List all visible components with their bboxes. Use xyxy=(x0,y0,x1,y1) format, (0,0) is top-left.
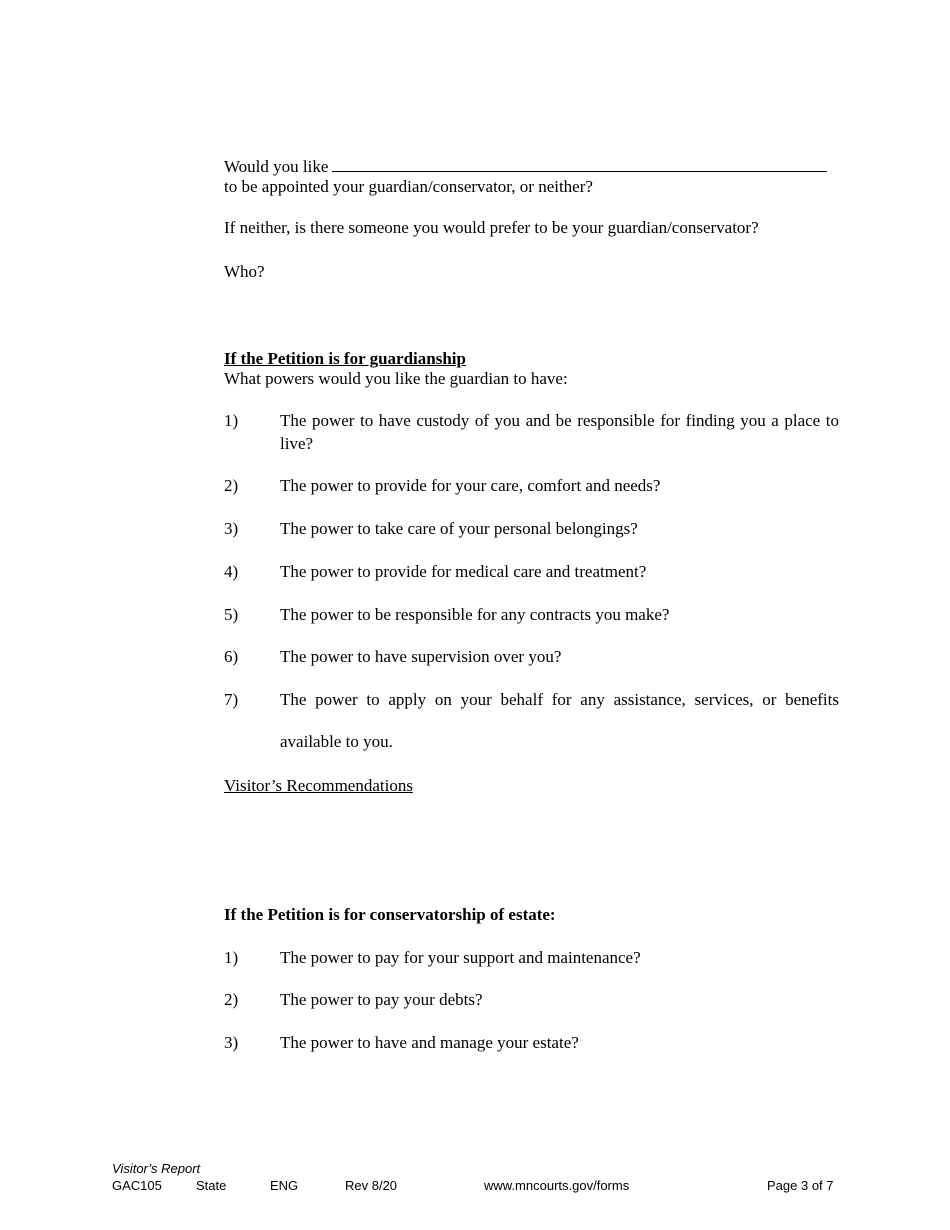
item-text: The power to have and manage your estate? xyxy=(280,1033,579,1052)
footer-form-title: Visitor’s Report xyxy=(112,1161,201,1176)
guardianship-subheading: What powers would you like the guardian to have: xyxy=(224,369,568,388)
item-text: The power to take care of your personal belongings? xyxy=(280,519,638,538)
item-text: The power to have custody of you and be responsible for finding you a place to live? xyxy=(280,411,839,453)
footer-url: www.mncourts.gov/forms xyxy=(484,1178,630,1193)
question-appoint-suffix: to be appointed your guardian/conservator, or neither? xyxy=(224,177,593,196)
question-preference: If neither, is there someone you would prefer to be your guardian/conservator? xyxy=(224,218,759,237)
item-number: 7) xyxy=(224,690,239,709)
item-text: The power to pay for your support and maintenance? xyxy=(280,948,641,967)
item-number: 2) xyxy=(224,990,239,1009)
item-text: The power to be responsible for any contracts you make? xyxy=(280,605,670,624)
item-text: The power to pay your debts? xyxy=(280,990,483,1009)
answer-blank-line xyxy=(332,154,827,172)
question-appoint-prefix: Would you like xyxy=(224,157,329,176)
item-text: The power to apply on your behalf for any assistance, services, or benefits xyxy=(280,690,839,709)
item-text: The power to provide for medical care and treatment? xyxy=(280,562,647,581)
footer-revision: Rev 8/20 xyxy=(345,1178,398,1193)
item-number: 4) xyxy=(224,562,239,581)
footer-language: ENG xyxy=(270,1178,299,1193)
footer-page-number: Page 3 of 7 xyxy=(767,1178,834,1193)
guardianship-heading: If the Petition is for guardianship xyxy=(224,349,466,368)
item-number: 5) xyxy=(224,605,239,624)
item-text: The power to provide for your care, comfort and needs? xyxy=(280,476,661,495)
item-number: 1) xyxy=(224,411,239,430)
item-text-continued: available to you. xyxy=(280,732,393,751)
question-appoint xyxy=(224,154,827,177)
item-number: 1) xyxy=(224,948,239,967)
conservatorship-heading: If the Petition is for conservatorship of estate: xyxy=(224,905,556,924)
visitor-recommendations-heading: Visitor’s Recommendations xyxy=(224,776,413,795)
item-number: 6) xyxy=(224,647,239,666)
item-number: 2) xyxy=(224,476,239,495)
item-number: 3) xyxy=(224,519,239,538)
item-number: 3) xyxy=(224,1033,239,1052)
footer-state: State xyxy=(196,1178,227,1193)
item-text: The power to have supervision over you? xyxy=(280,647,562,666)
question-who: Who? xyxy=(224,262,265,281)
footer-form-id: GAC105 xyxy=(112,1178,162,1193)
